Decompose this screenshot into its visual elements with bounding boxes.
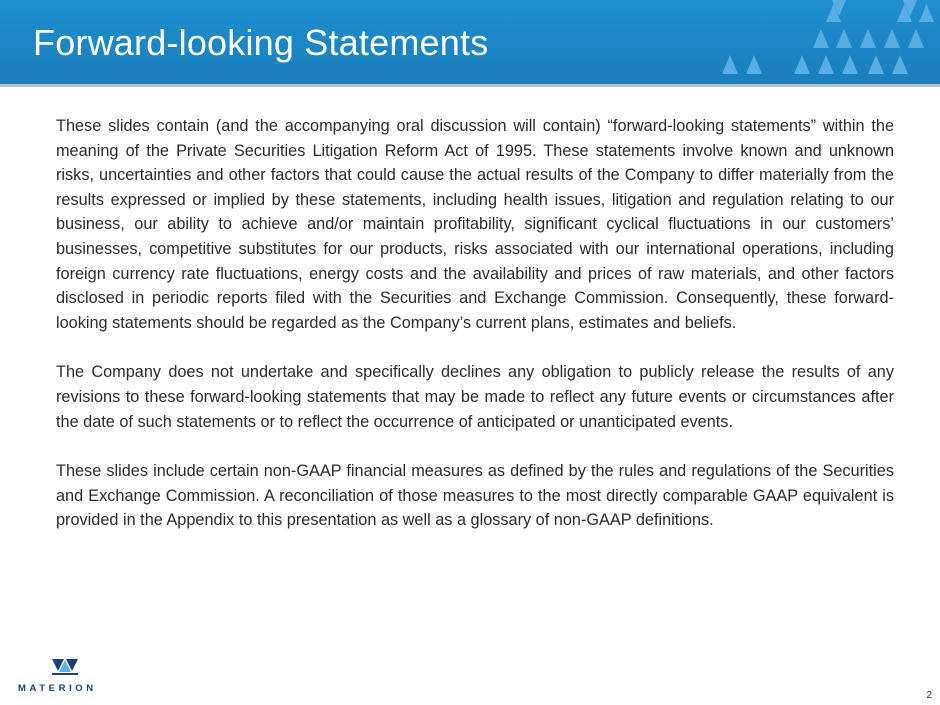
slide-title: Forward-looking Statements — [33, 22, 489, 63]
header-divider — [0, 84, 940, 87]
page-number: 2 — [926, 690, 932, 701]
logo-wordmark: MATERION — [18, 683, 97, 694]
slide-body — [56, 114, 894, 558]
materion-logo — [18, 657, 114, 697]
paragraph-no-obligation: The Company does not undertake and specifically declines any obligation to publicly release the results of any revisions to these forward-looking statements that may be made to reflect any future events or circumstances after the date of such statements or to reflect the occurrence of anticipated or unanticipated events. — [56, 363, 894, 431]
paragraph-forward-looking: These slides contain (and the accompanying oral discussion will contain) “forward-looking statements” within the meaning of the Private Securities Litigation Reform Act of 1995. These statements involve known and unknown risks, uncertainties and other factors that could cause the actual results of the Company to differ materially from the results expressed or implied by these statements, including health issues, litigation and regulation relating to our business, our ability to achieve and/or maintain profitability, significant cyclical fluctuations in our customers’ businesses, competitive substitutes for our products, risks associated with our international operations, including foreign currency rate fluctuations, energy costs and the availability and prices of raw materials, and other factors disclosed in periodic reports filed with the Securities and Exchange Commission. Consequently, these forward-looking statements should be regarded as the Company’s current plans, estimates and beliefs. — [56, 117, 894, 332]
title-bar — [0, 0, 940, 84]
materion-logo-mark-icon — [18, 657, 114, 683]
paragraph-non-gaap: These slides include certain non-GAAP financial measures as defined by the rules and regulations of the Securities and Exchange Commission. A reconciliation of those measures to the most directly comparable GAAP equivalent is provided in the Appendix to this presentation as well as a glossary of non-GAAP definitions. — [56, 462, 894, 530]
